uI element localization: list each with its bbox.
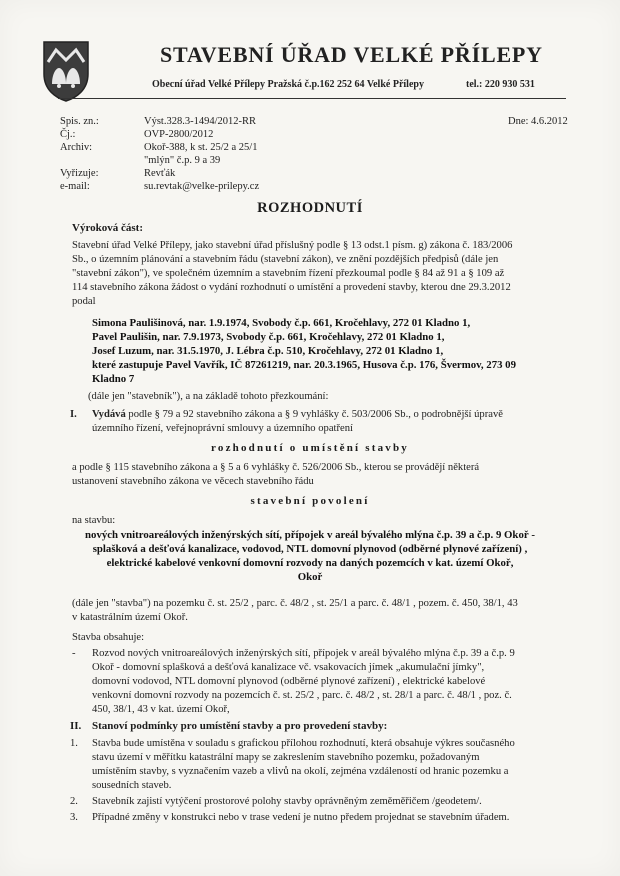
text-line: 450, 38/1, 43 v kat. území Okoř, bbox=[92, 704, 230, 715]
text-line: a podle § 115 stavebního zákona a § 5 a 6 vyhlášky č. 526/2006 Sb., kterou se provádějí některá bbox=[72, 462, 480, 473]
text-line: Rozvod nových vnitroareálových inženýrských sítí, přípojek v areál bývalého mlýna č.p. 39 a č.p. 9 bbox=[92, 648, 515, 659]
coat-of-arms-icon bbox=[42, 40, 90, 102]
section-1-text: podle § 79 a 92 stavebního zákona a § 9 vyhlášky č. 503/2006 Sb., o podrobnější úpravě bbox=[125, 409, 503, 420]
office-telephone: tel.: 220 930 531 bbox=[466, 79, 535, 90]
text-line: (dále jen "stavba") na pozemku č. st. 25/2 , parc. č. 48/2 , st. 25/1 a parc. č. 48/1 , pozem. č. 450, 38/1, 43 bbox=[72, 598, 518, 609]
section-numeral: II. bbox=[70, 720, 82, 732]
section-1-line bbox=[92, 409, 503, 420]
text-line: Stavební úřad Velké Přílepy, jako stavební úřad příslušný podle § 13 odst.1 písm. g) zákona č. 183/2006 bbox=[72, 240, 513, 251]
section-2-heading: Stanoví podmínky pro umístění stavby a pro provedení stavby: bbox=[92, 720, 388, 732]
text-line: podal bbox=[72, 296, 96, 307]
cj-label: Čj.: bbox=[60, 129, 76, 140]
condition-number: 3. bbox=[70, 812, 78, 823]
text-line: venkovní domovní rozvody na pozemcích č. st. 25/2 , parc. č. 48/2 , st. 28/1 a parc. č. 48/1 , poz. č. bbox=[92, 690, 512, 701]
email-value: su.revtak@velke-prilepy.cz bbox=[144, 181, 260, 192]
condition-number: 2. bbox=[70, 796, 78, 807]
archiv-value: Okoř-388, k st. 25/2 a 25/1 bbox=[144, 142, 258, 153]
condition-number: 1. bbox=[70, 738, 78, 749]
office-title: STAVEBNÍ ÚŘAD VELKÉ PŘÍLEPY bbox=[160, 42, 543, 67]
stavebnik-note: (dále jen "stavebník"), a na základě tohoto přezkoumání: bbox=[88, 391, 329, 402]
vyrokova-cast-heading: Výroková část: bbox=[72, 222, 143, 234]
section-1-line-2: územního řízení, veřejnoprávní smlouvy a územního opatření bbox=[92, 423, 353, 434]
document-date: Dne: 4.6.2012 bbox=[508, 116, 568, 127]
stavebni-povoleni-heading: stavební povolení bbox=[250, 495, 370, 507]
text-line: "stavební zákon"), ve společném územním a stavebním řízení přezkoumal podle § 84 až 91 a § 109 až bbox=[72, 268, 505, 279]
text-line: domovní vodovod, NTL domovní plynovod (odběrné plynové zařízení) , elektrické kabelové bbox=[92, 676, 486, 687]
condition-line: Případné změny v konstrukci nebo v trase vedení je nutno předem projednat se stavebním úřadem. bbox=[92, 812, 510, 823]
applicant-line: které zastupuje Pavel Vavřík, IČ 87261219, nar. 20.3.1965, Husova č.p. 176, Švermov, 273 09 bbox=[92, 359, 516, 371]
applicant-line: Josef Luzum, nar. 31.5.1970, J. Lébra č.p. 510, Kročehlavy, 272 01 Kladno 1, bbox=[92, 345, 444, 357]
stavba-obsahuje-label: Stavba obsahuje: bbox=[72, 632, 145, 643]
applicant-line: Simona Paulišinová, nar. 1.9.1974, Svobody č.p. 661, Kročehlavy, 272 01 Kladno 1, bbox=[92, 317, 471, 329]
rozhodnuti-o-umisteni-heading: rozhodnutí o umístění stavby bbox=[210, 442, 409, 454]
section-numeral: I. bbox=[70, 409, 77, 420]
condition-line: Stavba bude umístěna v souladu s grafickou přílohou rozhodnutí, která obsahuje výkres současného bbox=[92, 738, 515, 749]
applicant-line: Kladno 7 bbox=[92, 373, 135, 385]
text-line: v katastrálním území Okoř. bbox=[72, 612, 188, 623]
stavba-line: elektrické kabelové venkovní domovní rozvody na daných pozemcích v kat. území Okoř, bbox=[106, 557, 514, 569]
document-title: ROZHODNUTÍ bbox=[257, 200, 363, 216]
applicant-line: Pavel Paulišin, nar. 7.9.1973, Svobody č.p. 661, Kročehlavy, 272 01 Kladno 1, bbox=[92, 331, 445, 343]
stavba-line: Okoř bbox=[297, 571, 323, 583]
text-line: Okoř - domovní splašková a dešťová kanalizace vč. vsakovacích jímek „akumulační jímky", bbox=[92, 662, 485, 673]
header-divider bbox=[58, 98, 566, 99]
text-line: Sb., o územním plánování a stavebním řádu (stavební zákon), ve znění pozdějších předpisů (dále jen bbox=[72, 254, 499, 265]
stavba-line: splašková a dešťová kanalizace, vodovod, NTL domovní plynovod (odběrné plynové zařízení) , bbox=[92, 543, 528, 555]
vyrizuje-value: Revťák bbox=[144, 168, 176, 179]
na-stavbu-label: na stavbu: bbox=[72, 515, 116, 526]
text-line: ustanovení stavebního zákona ve věcech stavebního řádu bbox=[72, 476, 314, 487]
text-line: 114 stavebního zákona žádost o vydání rozhodnutí o umístění a provedení stavby, kterou dne 29.3.2012 bbox=[72, 282, 511, 293]
spis-label: Spis. zn.: bbox=[60, 116, 99, 127]
stavba-line: nových vnitroareálových inženýrských sítí, přípojek v areál bývalého mlýna č.p. 39 a č.p. 9 Okoř - bbox=[85, 529, 535, 541]
vydava-verb: Vydává bbox=[92, 409, 126, 420]
condition-line: sousedních staveb. bbox=[92, 780, 172, 791]
condition-line: umístěním stavby, s vyznačením vazeb a vlivů na okolí, zejména vzdáleností od hranic pozemku a bbox=[92, 766, 509, 777]
email-label: e-mail: bbox=[60, 181, 90, 192]
condition-line: Stavebník zajistí vytýčení prostorové polohy stavby oprávněným zeměměřičem /geodetem/. bbox=[92, 796, 482, 807]
list-dash: - bbox=[72, 648, 76, 659]
archiv-label: Archiv: bbox=[60, 142, 93, 153]
office-address: Obecní úřad Velké Přílepy Pražská č.p.162 252 64 Velké Přílepy bbox=[152, 79, 424, 90]
vyrizuje-label: Vyřizuje: bbox=[60, 168, 99, 179]
archiv-value-2: "mlýn" č.p. 9 a 39 bbox=[144, 155, 221, 166]
cj-value: OVP-2800/2012 bbox=[144, 129, 214, 140]
condition-line: stavu území v měřítku katastrální mapy se zakreslením stavebního pozemku, požadovaným bbox=[92, 752, 480, 763]
spis-value: Výst.328.3-1494/2012-RR bbox=[144, 116, 257, 127]
